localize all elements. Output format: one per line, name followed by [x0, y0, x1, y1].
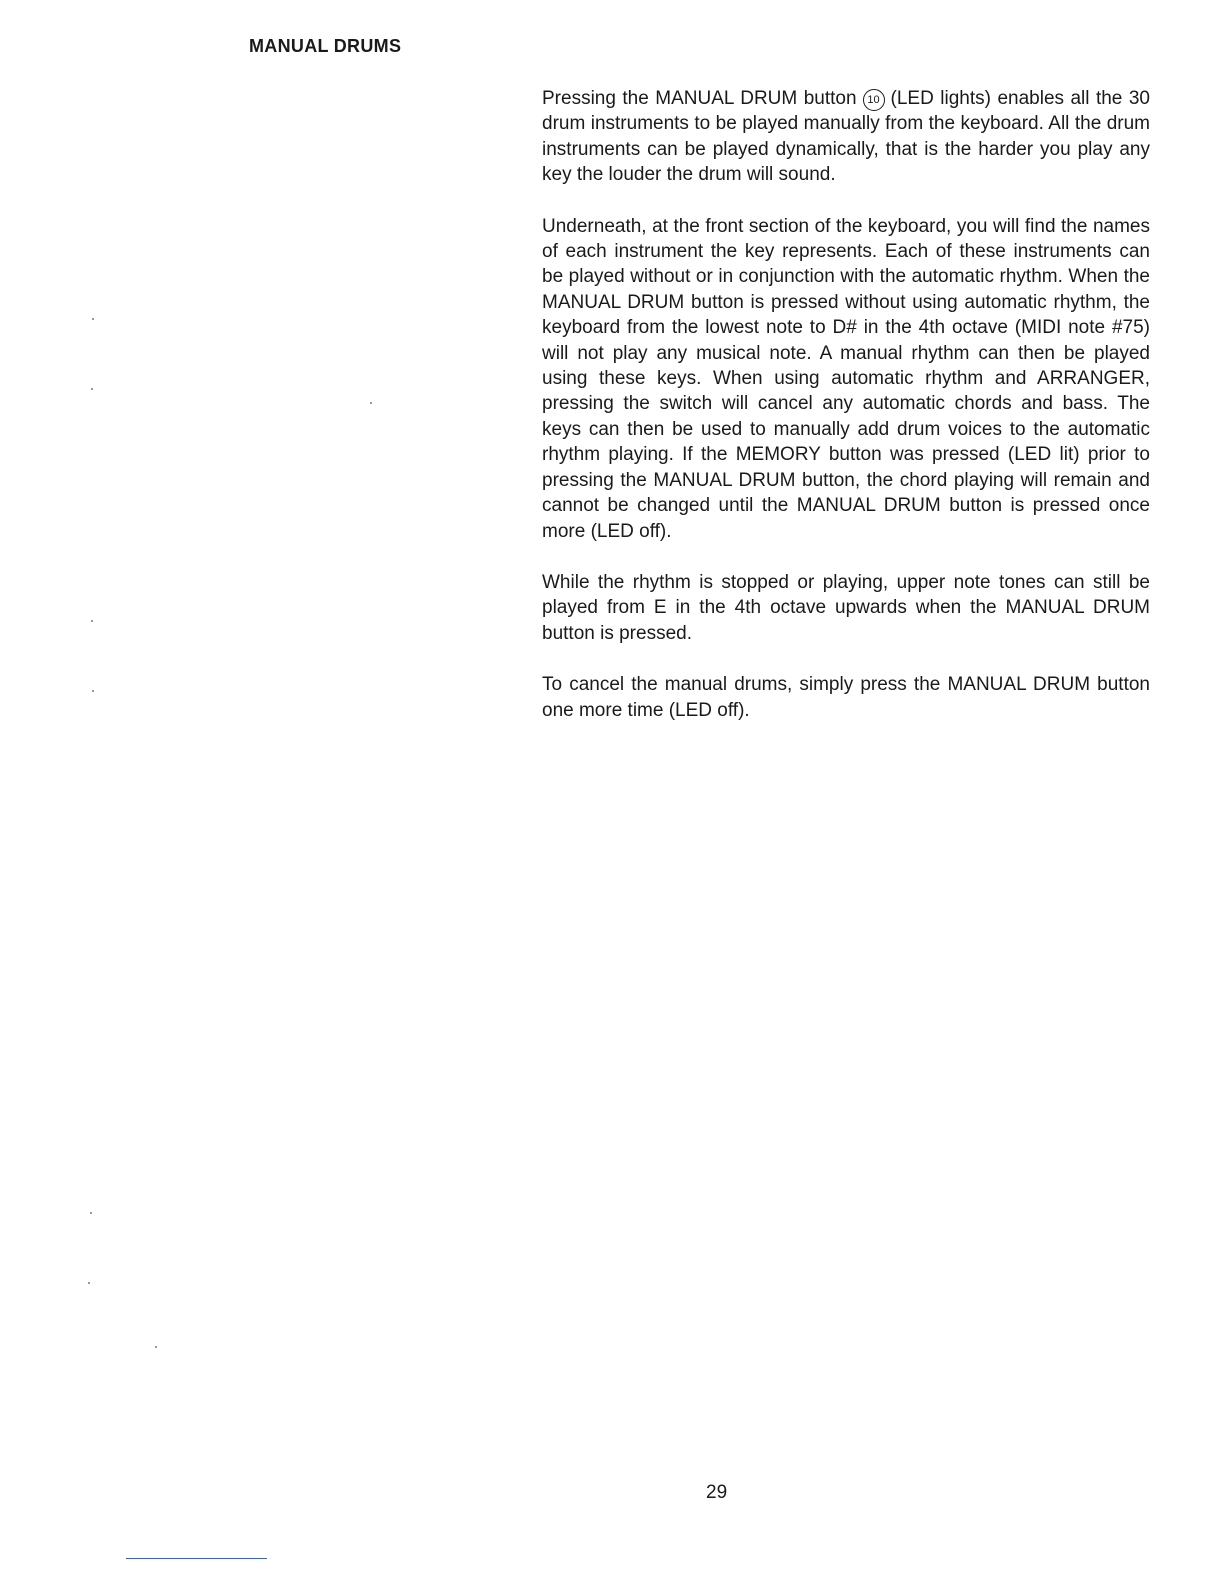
button-number-badge: 10 — [863, 89, 885, 111]
paragraph-instrument-names: Underneath, at the front section of the keyboard, you will find the names of each instrument the key represents. Each of these instruments can be played without or in conjunction with the automatic rhythm. When the MANUAL DRUM button is pressed without using automatic rhythm, the keyboard from the lowest note to D# in the 4th octave (MIDI note #75) will not play any musical note. A manual rhythm can then be played using these keys. When using automatic rhythm and ARRANGER, pressing the switch will cancel any automatic chords and bass. The keys can then be used to manually add drum voices to the automatic rhythm playing. If the MEMORY button was pressed (LED lit) prior to pressing the MANUAL DRUM button, the chord playing will remain and cannot be changed until the MANUAL DRUM button is pressed once more (LED off). — [542, 215, 1150, 542]
scan-speck — [92, 690, 94, 692]
paragraph-text: (LED lights) enables all the 30 drum instruments to be played manually from the keyboard. All the drum instruments can be played dynamically, that is the harder you play any key the louder the drum will sound. — [542, 88, 1150, 186]
scan-speck — [91, 620, 93, 622]
scan-speck — [91, 388, 93, 390]
paragraph-cancel: To cancel the manual drums, simply press the MANUAL DRUM button one more time (LED off). — [542, 674, 1150, 721]
paragraph-upper-tones: While the rhythm is stopped or playing, upper note tones can still be played from E in the 4th octave upwards when the MANUAL DRUM button is pressed. — [542, 571, 1150, 644]
bottom-edge-line — [126, 1558, 267, 1559]
paragraph-manual-drum-intro — [542, 86, 1150, 188]
body-text — [542, 86, 1150, 723]
page-number: 29 — [706, 1482, 728, 1503]
scan-speck — [155, 1346, 157, 1348]
scan-speck — [90, 1212, 92, 1214]
scan-speck — [92, 318, 94, 320]
scan-speck — [88, 1282, 90, 1284]
scan-speck — [370, 402, 372, 404]
section-title: MANUAL DRUMS — [249, 36, 402, 56]
paragraph-text: Pressing the MANUAL DRUM button — [542, 88, 857, 109]
